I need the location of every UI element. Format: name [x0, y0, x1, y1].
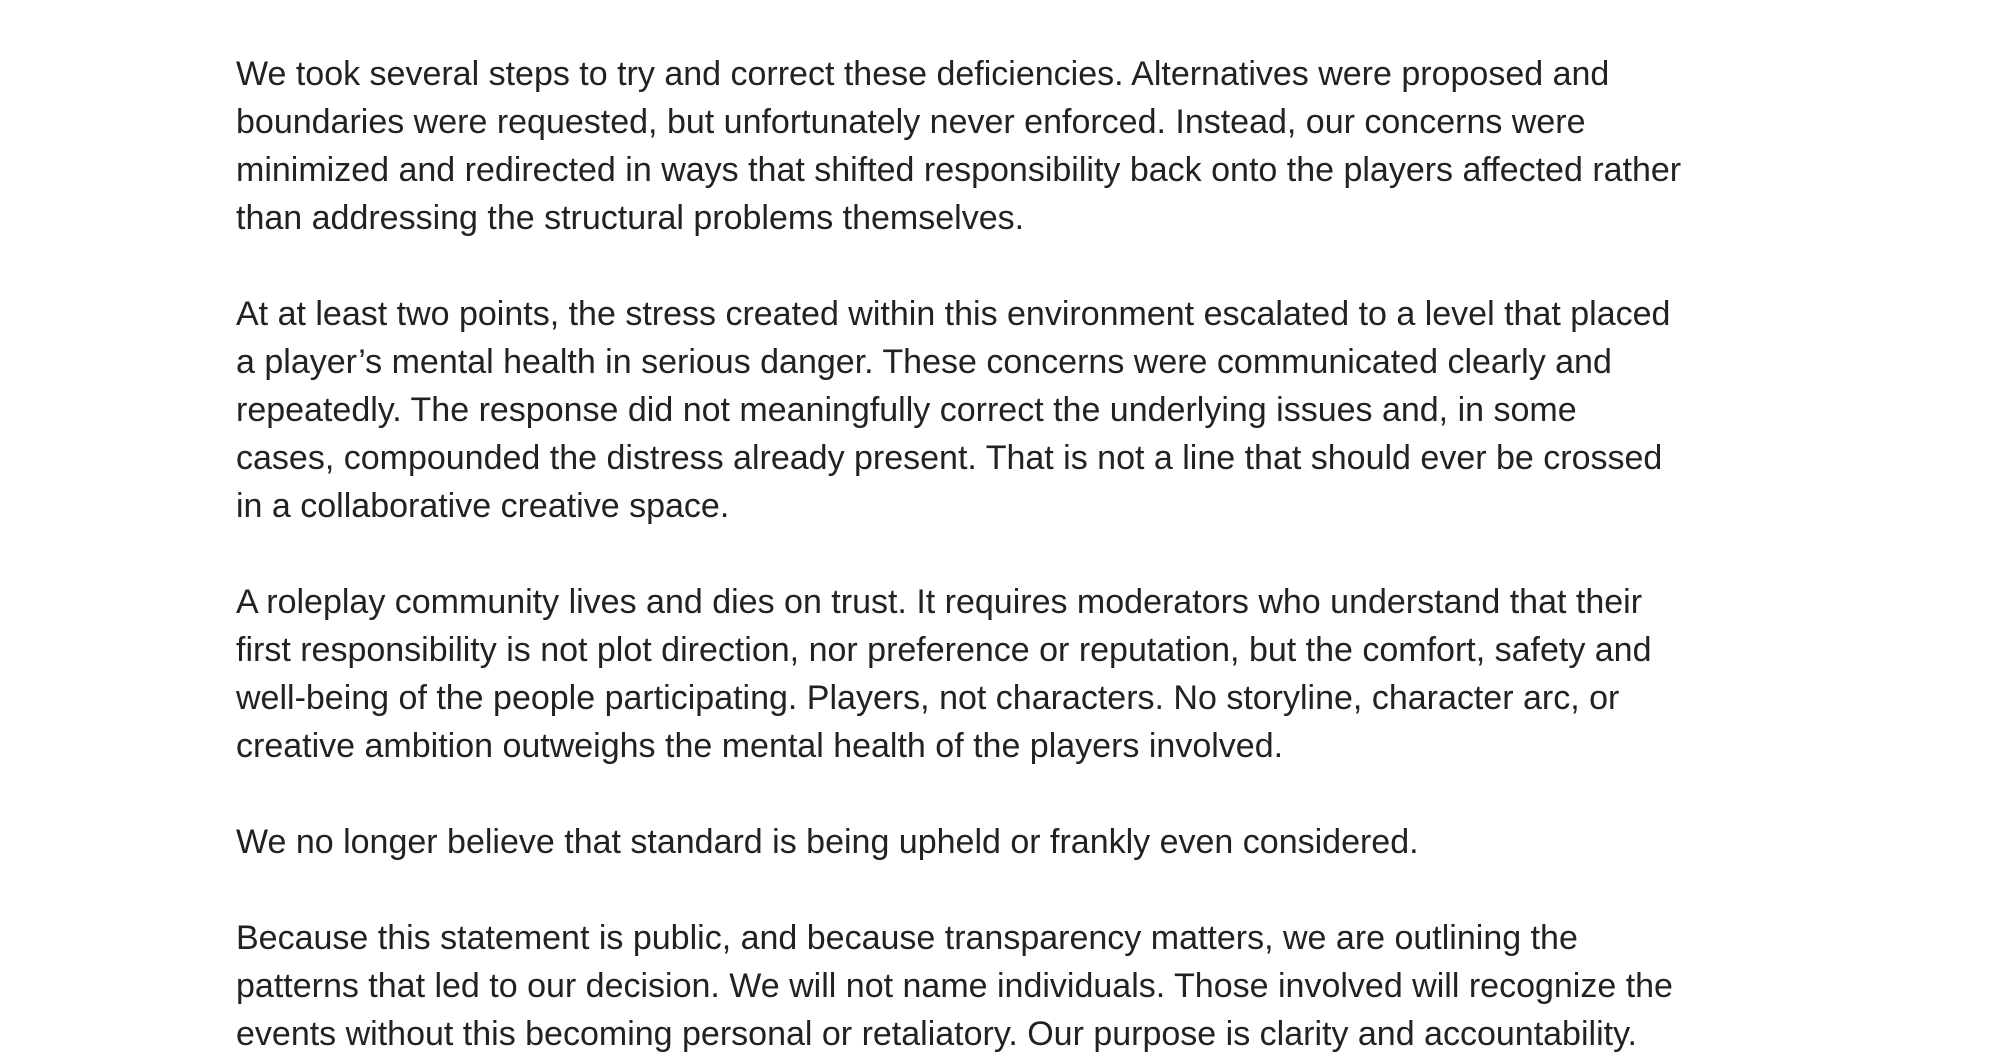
paragraph-standard-not-upheld: We no longer believe that standard is being upheld or frankly even considered. — [236, 823, 1419, 861]
paragraph-steps-taken: We took several steps to try and correct these deficiencies. Alternatives were proposed and boundaries were requested, but unfortunately never enforced. Instead, our concerns were minimized and redirected in ways that shifted responsibility back onto the players affected rather than addressing the structural problems themselves. — [236, 55, 1682, 237]
paragraph-mental-health-danger: At at least two points, the stress created within this environment escalated to a level that placed a player’s mental health in serious danger. These concerns were communicated clearly and repeatedly. The response did not meaningfully correct the underlying issues and, in some cases, compounded the distress already present. That is not a line that should ever be crossed in a collaborative creative space. — [236, 295, 1671, 525]
paragraph-public-statement: Because this statement is public, and because transparency matters, we are outlining the patterns that led to our decision. We will not name individuals. Those involved will recognize the events without this becoming personal or retaliatory. Our purpose is clarity and accountability. — [236, 919, 1673, 1053]
document-body — [236, 50, 1836, 1053]
paragraph-community-trust: A roleplay community lives and dies on trust. It requires moderators who understand that their first responsibility is not plot direction, nor preference or reputation, but the comfort, safety and well-being of the people participating. Players, not characters. No storyline, character arc, or creative ambition outweighs the mental health of the players involved. — [236, 583, 1652, 765]
